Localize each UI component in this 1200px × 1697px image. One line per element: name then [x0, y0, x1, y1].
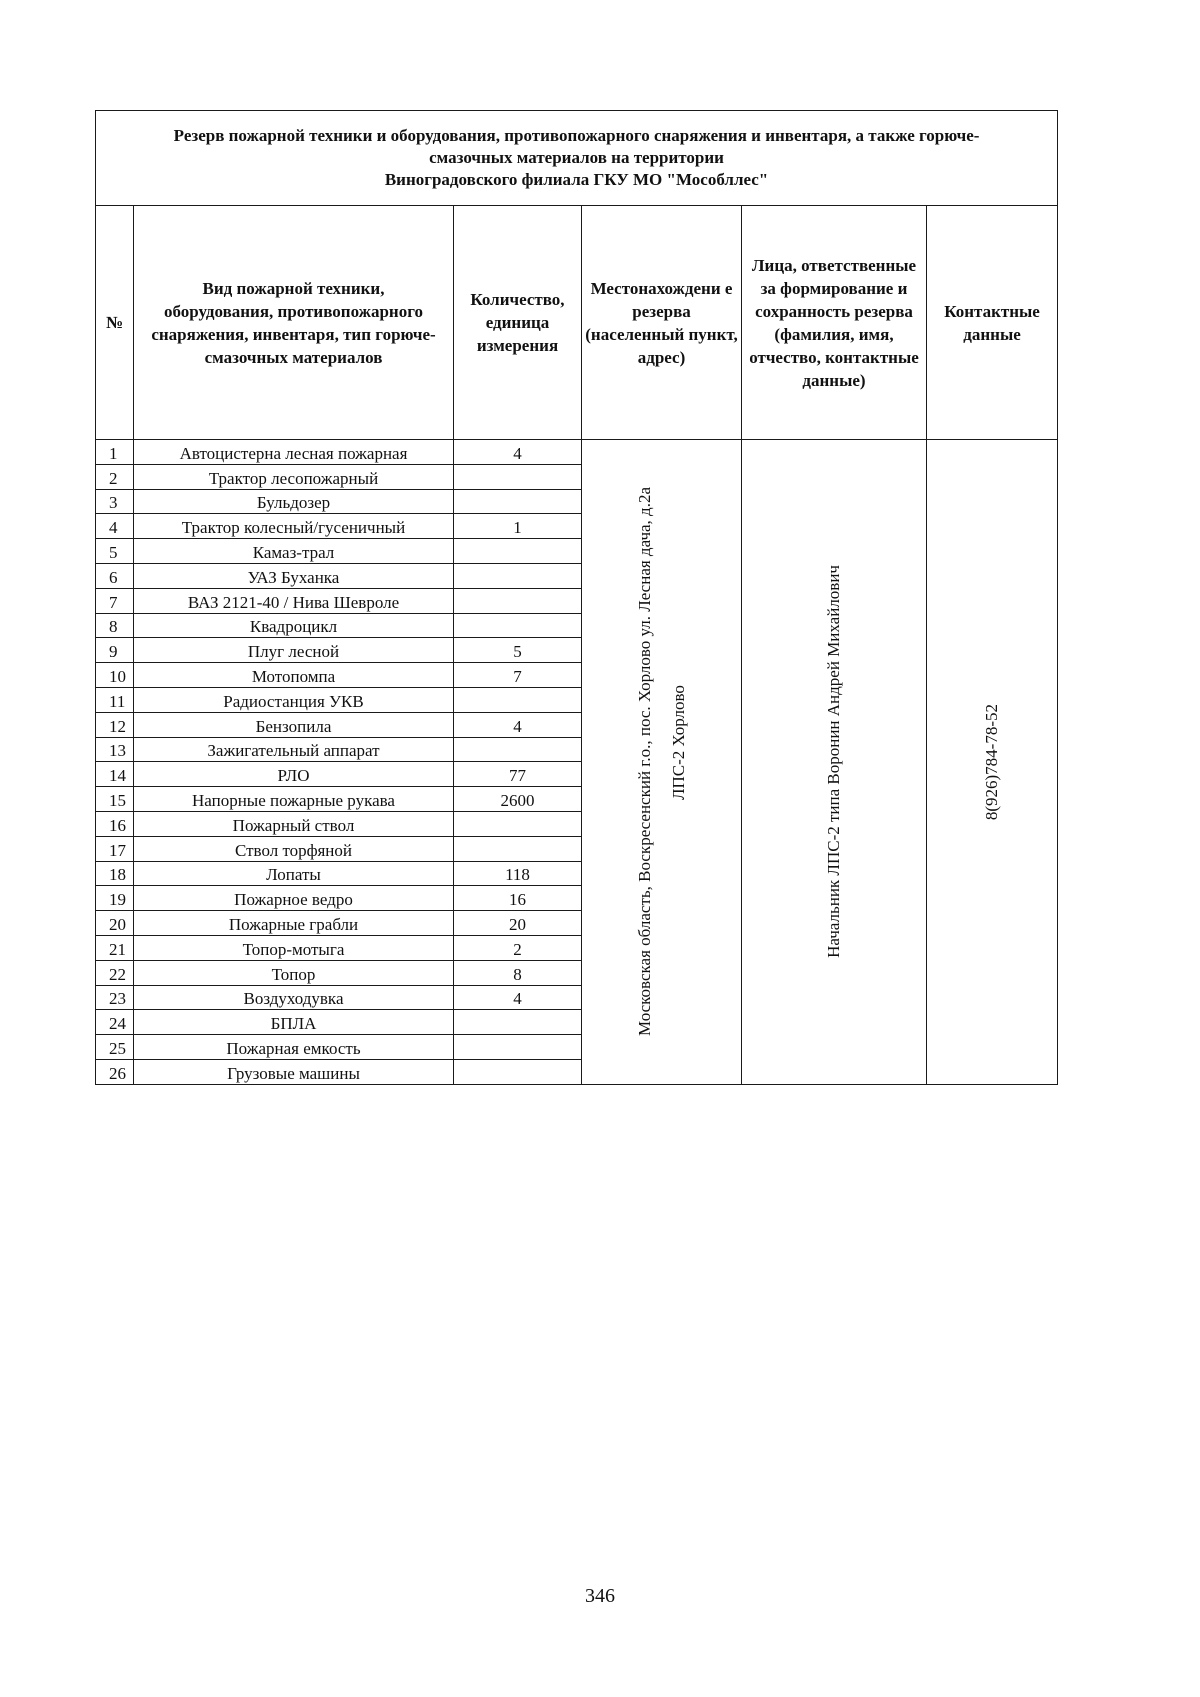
equipment-quantity: [454, 737, 582, 762]
header-type: [134, 206, 454, 440]
row-number: 22: [96, 960, 134, 985]
header-responsible: [742, 206, 927, 440]
equipment-name: Квадроцикл: [134, 613, 454, 638]
row-number: 8: [96, 613, 134, 638]
row-number: 12: [96, 712, 134, 737]
row-number: 26: [96, 1059, 134, 1084]
equipment-name: Зажигательный аппарат: [134, 737, 454, 762]
equipment-quantity: [454, 489, 582, 514]
row-number: 10: [96, 663, 134, 688]
equipment-name: УАЗ Буханка: [134, 563, 454, 588]
contact-phone-cell: [927, 440, 1058, 1085]
equipment-quantity: [454, 563, 582, 588]
equipment-quantity: [454, 588, 582, 613]
equipment-name: Бульдозер: [134, 489, 454, 514]
equipment-name: РЛО: [134, 762, 454, 787]
table-row: [96, 440, 1058, 465]
row-number: 19: [96, 886, 134, 911]
equipment-quantity: [454, 811, 582, 836]
equipment-quantity: [454, 1035, 582, 1060]
title-line-2: смазочных материалов на территории: [429, 148, 724, 167]
header-location: [582, 206, 742, 440]
equipment-quantity: 4: [454, 440, 582, 465]
row-number: 1: [96, 440, 134, 465]
location-station: ЛПС-2 Хорлово: [668, 685, 688, 801]
equipment-quantity: 2: [454, 935, 582, 960]
equipment-name: Мотопомпа: [134, 663, 454, 688]
table-title: [96, 111, 1058, 206]
equipment-quantity: 2600: [454, 787, 582, 812]
title-line-3: Виноградовского филиала ГКУ МО "Мособллес": [384, 170, 769, 189]
equipment-name: Лопаты: [134, 861, 454, 886]
row-number: 9: [96, 638, 134, 663]
equipment-quantity: 8: [454, 960, 582, 985]
equipment-name: Автоцистерна лесная пожарная: [134, 440, 454, 465]
equipment-quantity: 5: [454, 638, 582, 663]
responsible-person-cell: [742, 440, 927, 1085]
equipment-quantity: 1: [454, 514, 582, 539]
equipment-quantity: 7: [454, 663, 582, 688]
row-number: 23: [96, 985, 134, 1010]
equipment-quantity: 16: [454, 886, 582, 911]
equipment-quantity: [454, 1010, 582, 1035]
equipment-name: Пожарный ствол: [134, 811, 454, 836]
row-number: 25: [96, 1035, 134, 1060]
row-number: 20: [96, 911, 134, 936]
row-number: 4: [96, 514, 134, 539]
header-responsible-text: Лица, ответственные за формирование и сохранность резерва (фамилия, имя, отчество, контактные данные): [749, 255, 919, 390]
equipment-name: Напорные пожарные рукава: [134, 787, 454, 812]
contact-phone-text: 8(926)784-78-52: [982, 703, 1002, 820]
header-num: №: [96, 206, 134, 440]
equipment-quantity: 118: [454, 861, 582, 886]
equipment-quantity: 4: [454, 985, 582, 1010]
row-number: 2: [96, 464, 134, 489]
equipment-quantity: [454, 1059, 582, 1084]
row-number: 7: [96, 588, 134, 613]
equipment-quantity: 20: [454, 911, 582, 936]
equipment-name: Пожарные грабли: [134, 911, 454, 936]
row-number: 24: [96, 1010, 134, 1035]
title-line-1: Резерв пожарной техники и оборудования, противопожарного снаряжения и инвентаря, а также горюче-: [173, 126, 980, 145]
header-type-text: Вид пожарной техники, оборудования, противопожарного снаряжения, инвентаря, тип горюче-смазочных материалов: [151, 278, 436, 367]
row-number: 13: [96, 737, 134, 762]
equipment-name: Грузовые машины: [134, 1059, 454, 1084]
row-number: 16: [96, 811, 134, 836]
equipment-quantity: 77: [454, 762, 582, 787]
header-location-text: Местонахождени е резерва (населенный пункт, адрес): [585, 278, 738, 367]
reserve-location-cell: [582, 440, 742, 1085]
equipment-name: Пожарная емкость: [134, 1035, 454, 1060]
equipment-name: Топор: [134, 960, 454, 985]
equipment-name: ВАЗ 2121-40 / Нива Шевроле: [134, 588, 454, 613]
equipment-quantity: [454, 836, 582, 861]
row-number: 6: [96, 563, 134, 588]
row-number: 17: [96, 836, 134, 861]
reserve-document: [95, 110, 1057, 1085]
equipment-quantity: [454, 613, 582, 638]
reserve-location-text: [628, 487, 696, 1036]
equipment-quantity: [454, 687, 582, 712]
row-number: 5: [96, 539, 134, 564]
page-number: 346: [585, 1585, 615, 1607]
row-number: 15: [96, 787, 134, 812]
header-contacts: [927, 206, 1058, 440]
header-contacts-text: Контактные данные: [944, 301, 1040, 344]
header-quantity: [454, 206, 582, 440]
location-address: Московская область, Воскресенский г.о., пос. Хорлово ул. Лесная дача, д.2а: [634, 487, 654, 1037]
responsible-person-text: Начальник ЛПС-2 типа Воронин Андрей Михайлович: [824, 565, 843, 959]
equipment-name: Трактор колесный/гусеничный: [134, 514, 454, 539]
equipment-name: Воздуходувка: [134, 985, 454, 1010]
equipment-name: Ствол торфяной: [134, 836, 454, 861]
equipment-quantity: 4: [454, 712, 582, 737]
row-number: 21: [96, 935, 134, 960]
equipment-quantity: [454, 464, 582, 489]
equipment-quantity: [454, 539, 582, 564]
row-number: 3: [96, 489, 134, 514]
equipment-name: Плуг лесной: [134, 638, 454, 663]
equipment-name: Бензопила: [134, 712, 454, 737]
header-quantity-text: Количество, единица измерения: [470, 290, 565, 355]
row-number: 14: [96, 762, 134, 787]
reserve-table: [95, 110, 1058, 1085]
equipment-name: Трактор лесопожарный: [134, 464, 454, 489]
equipment-name: Топор-мотыга: [134, 935, 454, 960]
equipment-name: Камаз-трал: [134, 539, 454, 564]
equipment-name: Пожарное ведро: [134, 886, 454, 911]
equipment-name: Радиостанция УКВ: [134, 687, 454, 712]
equipment-name: БПЛА: [134, 1010, 454, 1035]
row-number: 18: [96, 861, 134, 886]
row-number: 11: [96, 687, 134, 712]
